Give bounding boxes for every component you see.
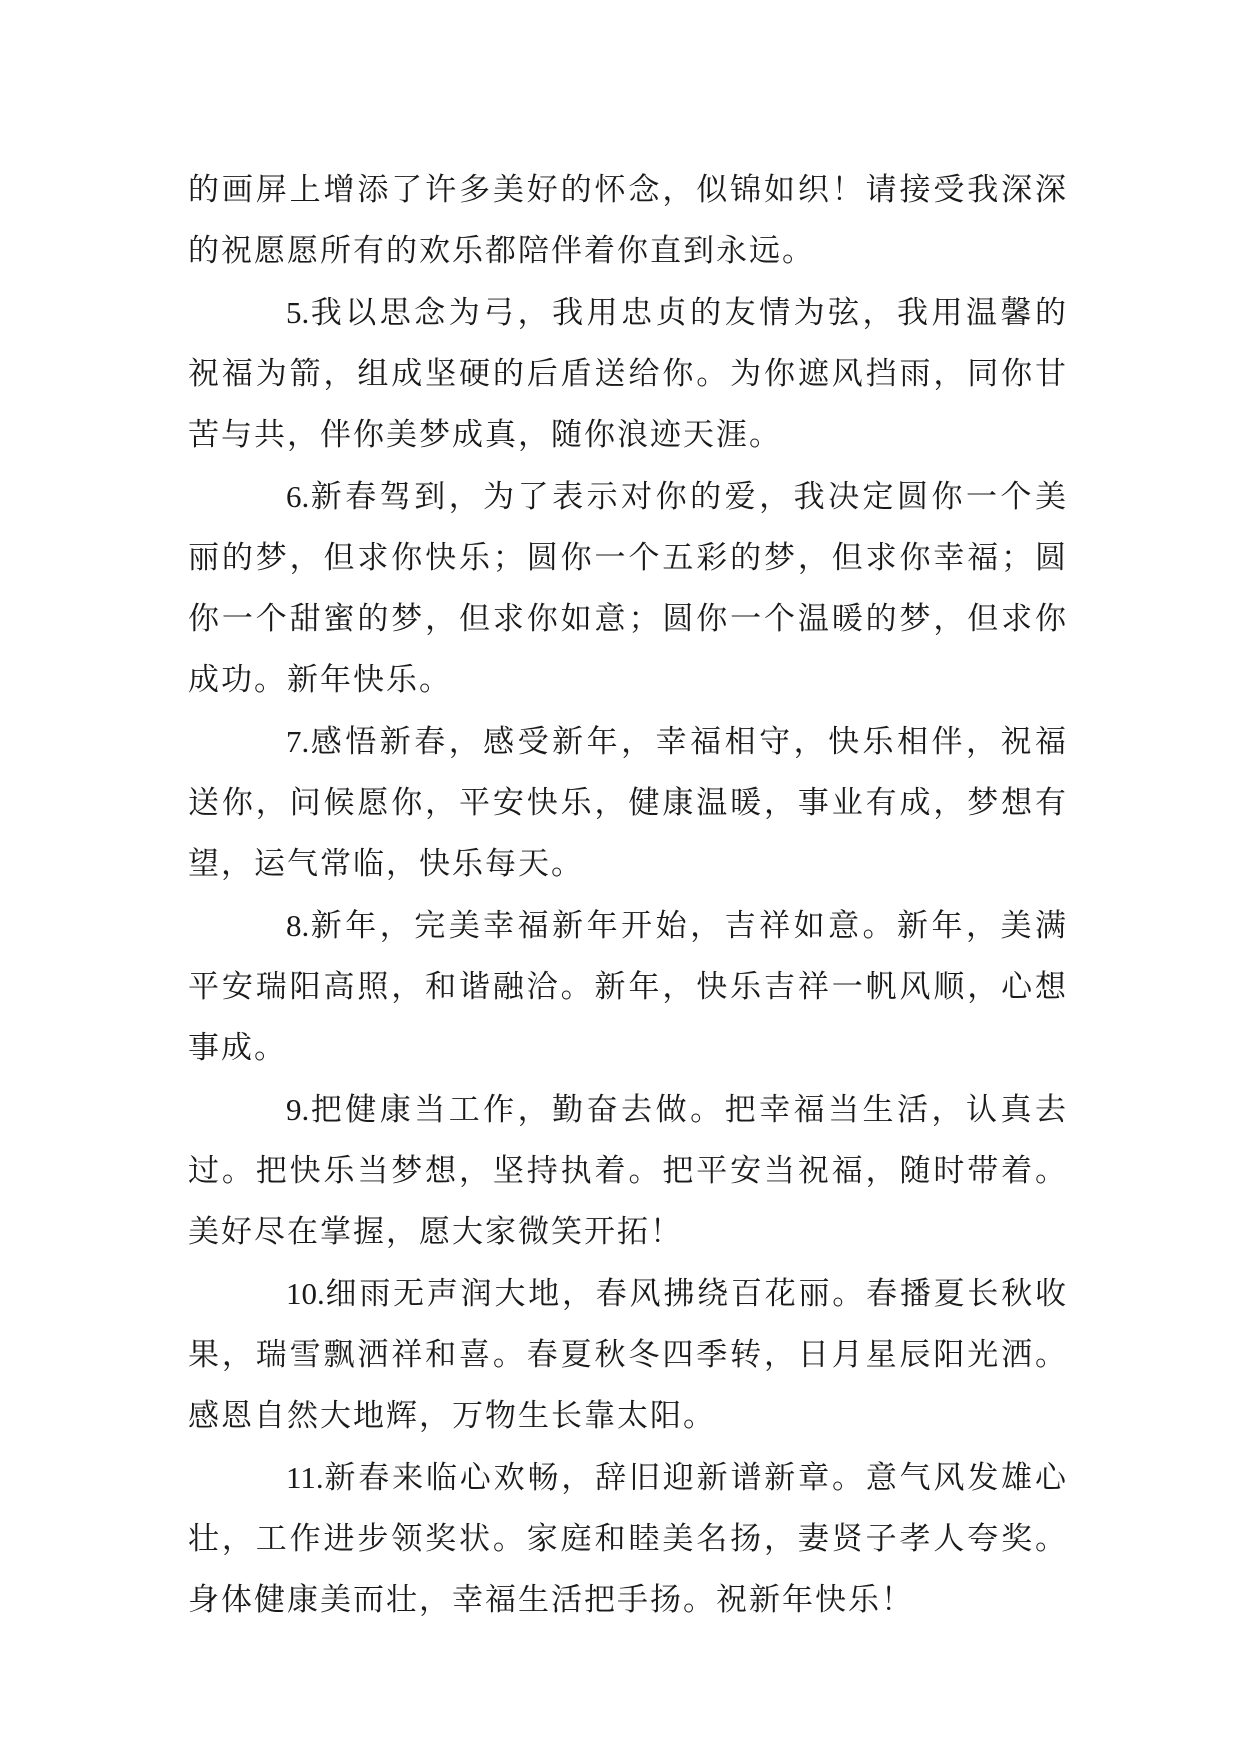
item-number: 5. xyxy=(286,295,310,330)
paragraph-text: 感悟新春，感受新年，幸福相守，快乐相伴，祝福送你，问候愿你，平安快乐，健康温暖，事业有成，梦想有望，运气常临，快乐每天。 xyxy=(188,724,1068,882)
paragraph-item-8 xyxy=(188,895,1068,1079)
item-number: 7. xyxy=(286,724,310,759)
paragraph-continued xyxy=(188,160,1068,282)
paragraph-item-11 xyxy=(188,1447,1068,1631)
paragraph-text: 新春来临心欢畅，辞旧迎新谱新章。意气风发雄心壮，工作进步领奖状。家庭和睦美名扬，妻贤子孝人夸奖。身体健康美而壮，幸福生活把手扬。祝新年快乐！ xyxy=(188,1460,1068,1618)
item-number: 8. xyxy=(286,908,310,943)
paragraph-item-9 xyxy=(188,1079,1068,1263)
paragraph-text: 新春驾到，为了表示对你的爱，我决定圆你一个美丽的梦，但求你快乐；圆你一个五彩的梦，但求你幸福；圆你一个甜蜜的梦，但求你如意；圆你一个温暖的梦，但求你成功。新年快乐。 xyxy=(188,479,1068,698)
paragraph-text: 细雨无声润大地，春风拂绕百花丽。春播夏长秋收果，瑞雪飘洒祥和喜。春夏秋冬四季转，日月星辰阳光洒。感恩自然大地辉，万物生长靠太阳。 xyxy=(188,1276,1068,1434)
paragraph-text: 新年，完美幸福新年开始，吉祥如意。新年，美满平安瑞阳高照，和谐融洽。新年，快乐吉祥一帆风顺，心想事成。 xyxy=(188,908,1068,1066)
paragraph-item-5 xyxy=(188,282,1068,466)
paragraph-item-6 xyxy=(188,466,1068,711)
item-number: 6. xyxy=(286,479,310,514)
paragraph-item-7 xyxy=(188,711,1068,895)
paragraph-item-10 xyxy=(188,1263,1068,1447)
item-number: 9. xyxy=(286,1092,310,1127)
paragraph-text: 把健康当工作，勤奋去做。把幸福当生活，认真去过。把快乐当梦想，坚持执着。把平安当祝福，随时带着。美好尽在掌握，愿大家微笑开拓！ xyxy=(188,1092,1068,1250)
item-number: 10. xyxy=(286,1276,325,1311)
item-number: 11. xyxy=(286,1460,324,1495)
document-body xyxy=(188,160,1068,1631)
paragraph-text: 的画屏上增添了许多美好的怀念，似锦如织！请接受我深深的祝愿愿所有的欢乐都陪伴着你直到永远。 xyxy=(188,172,1068,269)
paragraph-text: 我以思念为弓，我用忠贞的友情为弦，我用温馨的祝福为箭，组成坚硬的后盾送给你。为你遮风挡雨，同你甘苦与共，伴你美梦成真，随你浪迹天涯。 xyxy=(188,295,1068,453)
